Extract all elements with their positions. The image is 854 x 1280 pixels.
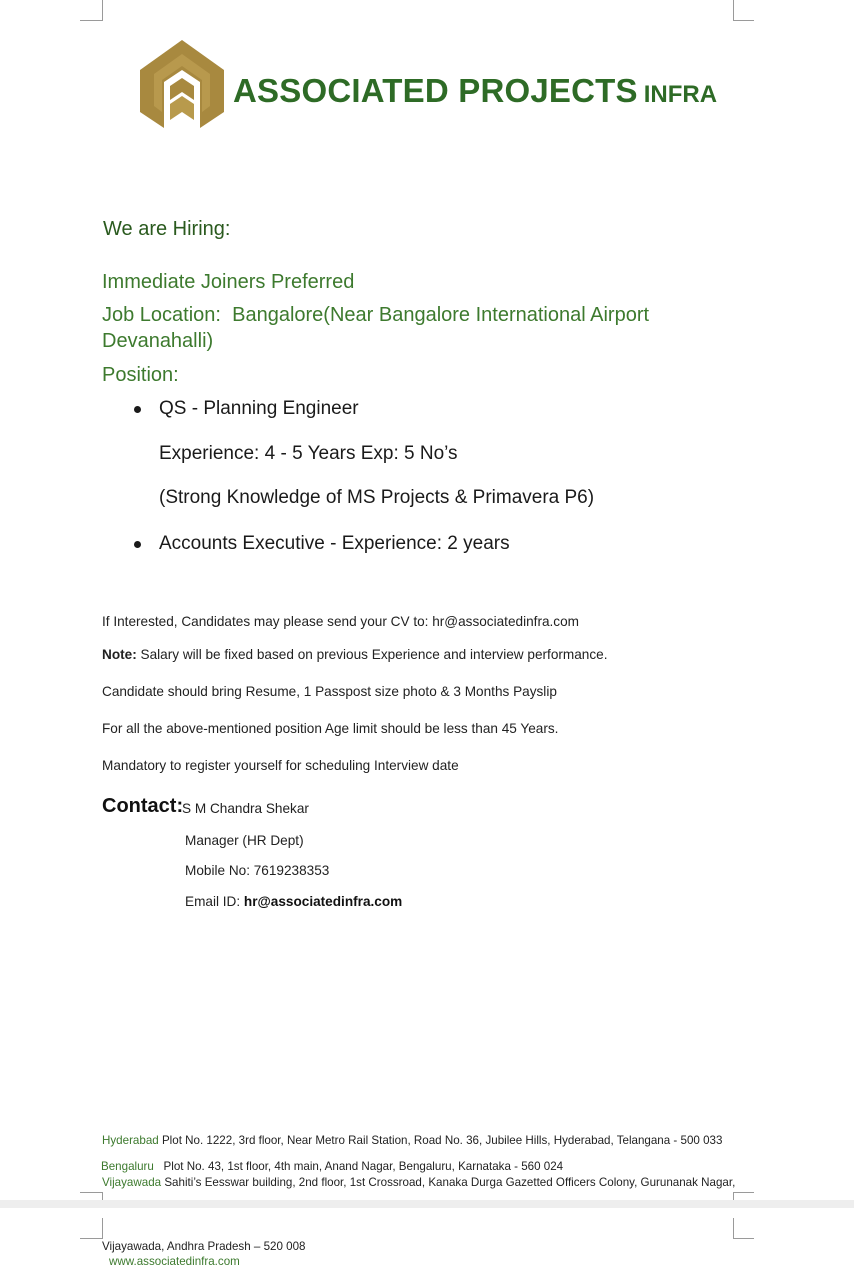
- crop-mark: [80, 0, 103, 21]
- position-title: QS - Planning Engineer: [159, 398, 359, 419]
- register-note: Mandatory to register yourself for scheduling Interview date: [102, 758, 459, 773]
- brand-main: ASSOCIATED PROJECTS: [233, 72, 638, 109]
- footer-bengaluru: [101, 1160, 563, 1173]
- position-experience: Experience: 4 - 5 Years Exp: 5 No’s: [159, 443, 458, 464]
- bullet-icon: [134, 541, 141, 548]
- contact-name: S M Chandra Shekar: [182, 801, 309, 816]
- footer-vijayawada: [102, 1176, 735, 1189]
- crop-mark: [80, 1218, 103, 1239]
- documents-note: Candidate should bring Resume, 1 Passpost size photo & 3 Months Payslip: [102, 684, 557, 699]
- job-location-value: Bangalore(Near Bangalore International Airport: [232, 304, 650, 326]
- position-heading: [102, 364, 179, 387]
- contact-mobile: Mobile No: 7619238353: [185, 863, 330, 878]
- position-note: (Strong Knowledge of MS Projects & Primavera P6): [159, 487, 595, 508]
- job-location-label: Job Location:: [102, 304, 221, 326]
- salary-note: [102, 647, 608, 662]
- contact-role: Manager (HR Dept): [185, 833, 304, 848]
- crop-mark: [733, 0, 754, 21]
- cv-instructions: If Interested, Candidates may please send your CV to: hr@associatedinfra.com: [102, 614, 579, 629]
- page-divider: [0, 1200, 854, 1208]
- footer-vijayawada-cont: Vijayawada, Andhra Pradesh – 520 008: [102, 1240, 306, 1253]
- brand-name: [233, 72, 717, 110]
- job-location-line1: [102, 304, 649, 327]
- brand-suffix: INFRA: [643, 81, 718, 108]
- email-label: Email ID:: [185, 894, 244, 909]
- footer-address: Plot No. 43, 1st floor, 4th main, Anand Nagar, Bengaluru, Karnataka - 560 024: [163, 1160, 564, 1173]
- contact-label: Contact:: [102, 795, 184, 817]
- position-colon: :: [173, 364, 179, 386]
- position-title: Accounts Executive - Experience: 2 years: [159, 533, 510, 554]
- contact-email: [185, 894, 402, 909]
- footer-website[interactable]: www.associatedinfra.com: [109, 1255, 240, 1268]
- position-label: Position: [102, 364, 174, 386]
- age-limit-note: For all the above-mentioned position Age limit should be less than 45 Years.: [102, 721, 559, 736]
- footer-city: Bengaluru: [101, 1160, 154, 1173]
- footer-address: Plot No. 1222, 3rd floor, Near Metro Rail Station, Road No. 36, Jubilee Hills, Hyderabad, Telangana - 500 033: [158, 1134, 723, 1147]
- note-label: Note:: [102, 647, 137, 662]
- company-logo-icon: [140, 40, 224, 128]
- footer-city: Vijayawada: [102, 1176, 162, 1189]
- bullet-icon: [134, 406, 141, 413]
- immediate-joiners: Immediate Joiners Preferred: [102, 271, 355, 293]
- hiring-heading: We are Hiring:: [103, 218, 231, 240]
- job-location-line2: Devanahalli): [102, 330, 214, 352]
- email-link[interactable]: hr@associatedinfra.com: [243, 894, 403, 909]
- footer-address: Sahiti’s Eesswar building, 2nd floor, 1st Crossroad, Kanaka Durga Gazetted Officers Colony, Gurunanak Nagar,: [161, 1176, 736, 1189]
- footer-hyderabad: [102, 1134, 722, 1147]
- crop-mark: [733, 1218, 754, 1239]
- note-text: Salary will be fixed based on previous Experience and interview performance.: [136, 647, 608, 662]
- footer-city: Hyderabad: [102, 1134, 159, 1147]
